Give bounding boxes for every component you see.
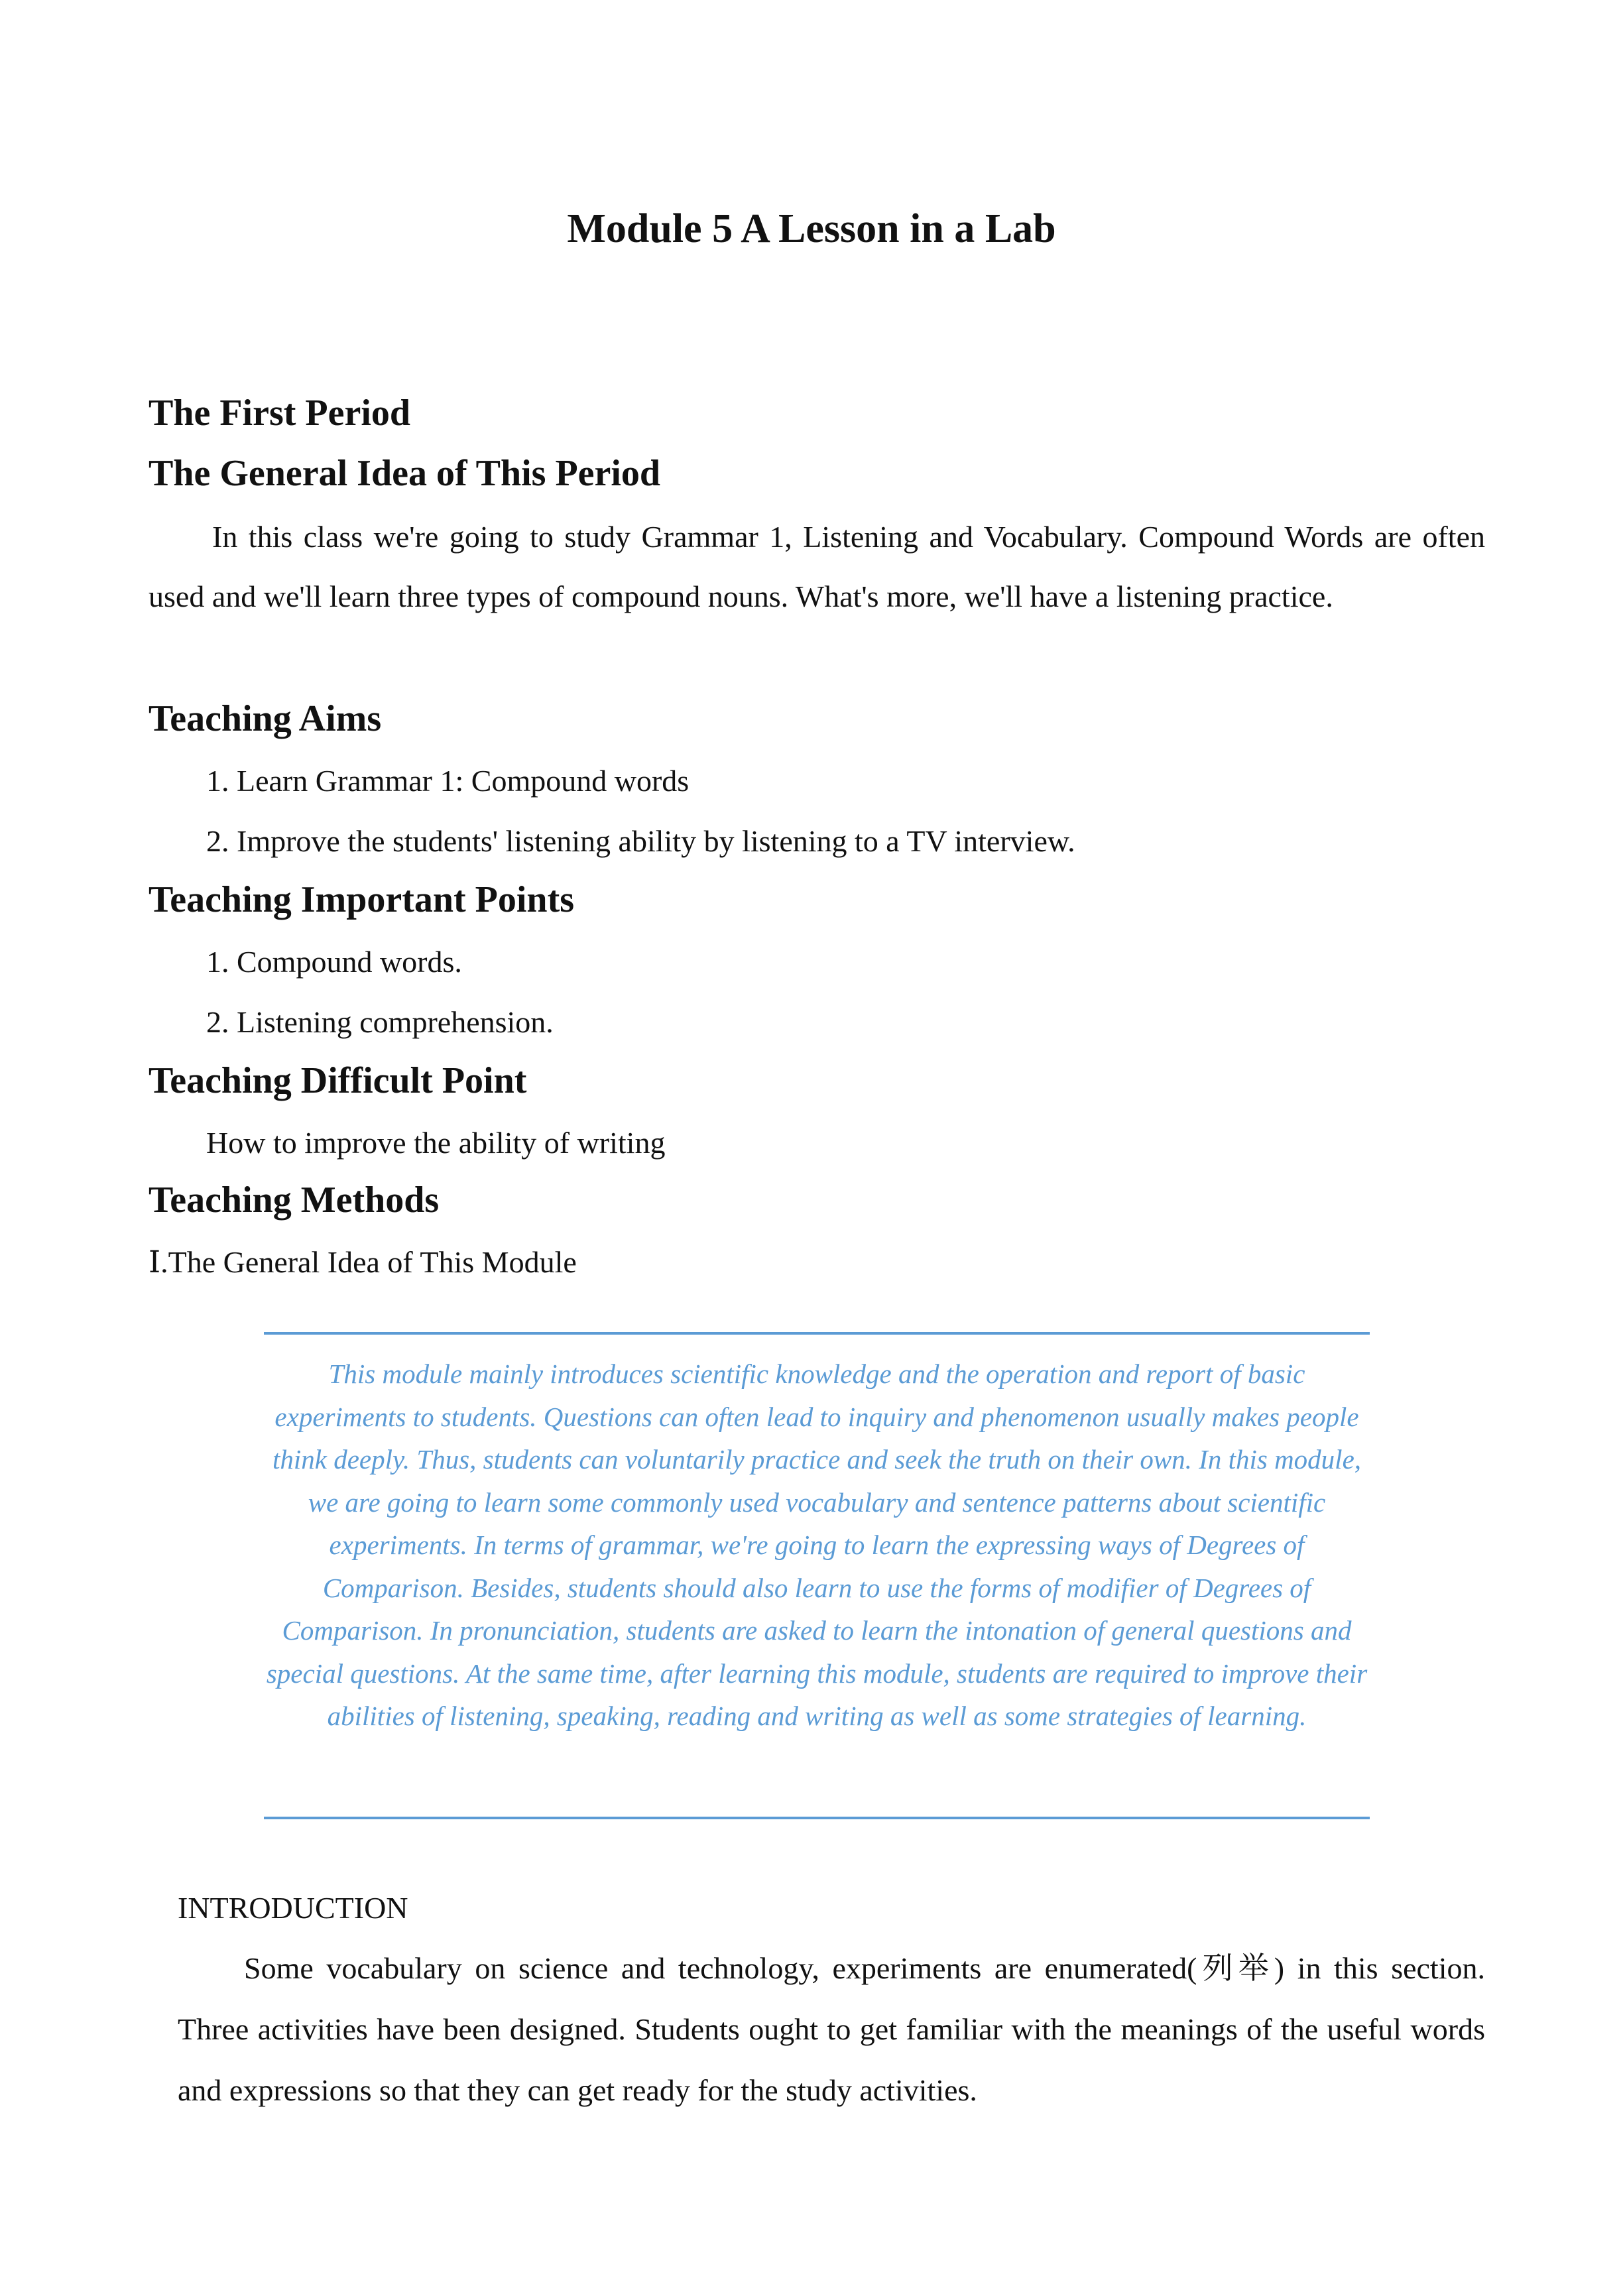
first-period-heading: The First Period bbox=[149, 393, 411, 434]
aim-item: 2. Improve the students' listening ability by listening to a TV interview. bbox=[206, 824, 1075, 858]
document-title: Module 5 A Lesson in a Lab bbox=[567, 206, 1056, 251]
summary-bottom-rule bbox=[264, 1817, 1370, 1819]
important-points-heading: Teaching Important Points bbox=[149, 879, 575, 920]
teaching-aims-heading: Teaching Aims bbox=[149, 698, 382, 739]
introduction-label: INTRODUCTION bbox=[178, 1891, 408, 1925]
teaching-methods-heading: Teaching Methods bbox=[149, 1179, 440, 1221]
important-point-item: 2. Listening comprehension. bbox=[206, 1005, 554, 1039]
introduction-paragraph: Some vocabulary on science and technology, experiments are enumerated(列举) in this section. Three activities have been designed. Students ought to get familiar with the meanings of the useful words and expressions so that they can get ready for the study activities. bbox=[178, 1951, 1485, 2107]
general-idea-heading: The General Idea of This Period bbox=[149, 453, 661, 494]
general-idea-paragraph: In this class we're going to study Grammar 1, Listening and Vocabulary. Compound Words are often used and we'll learn three types of compound nouns. What's more, we'll have a listening practice. bbox=[149, 520, 1485, 613]
difficult-point-heading: Teaching Difficult Point bbox=[149, 1060, 527, 1101]
important-point-item: 1. Compound words. bbox=[206, 945, 462, 979]
summary-top-rule bbox=[264, 1332, 1370, 1335]
module-summary-quote: This module mainly introduces scientific knowledge and the operation and report of basic experiments to students. Questions can often lead to inquiry and phenomenon usually makes people think deeply. Thus, students can voluntarily practice and seek the truth on their own. In this module, we are going to learn some commonly used vocabulary and sentence patterns about scientific experiments. In terms of grammar, we're going to learn the expressing ways of Degrees of Comparison. Besides, students should also learn to use the forms of modifier of Degrees of Comparison. In pronunciation, students are asked to learn the intonation of general questions and special questions. At the same time, after learning this module, students are required to improve their abilities of listening, speaking, reading and writing as well as some strategies of learning. bbox=[266, 1359, 1368, 1731]
difficult-point-text: How to improve the ability of writing bbox=[206, 1126, 666, 1160]
aim-item: 1. Learn Grammar 1: Compound words bbox=[206, 764, 690, 798]
module-idea-label: Ⅰ.The General Idea of This Module bbox=[149, 1245, 577, 1279]
